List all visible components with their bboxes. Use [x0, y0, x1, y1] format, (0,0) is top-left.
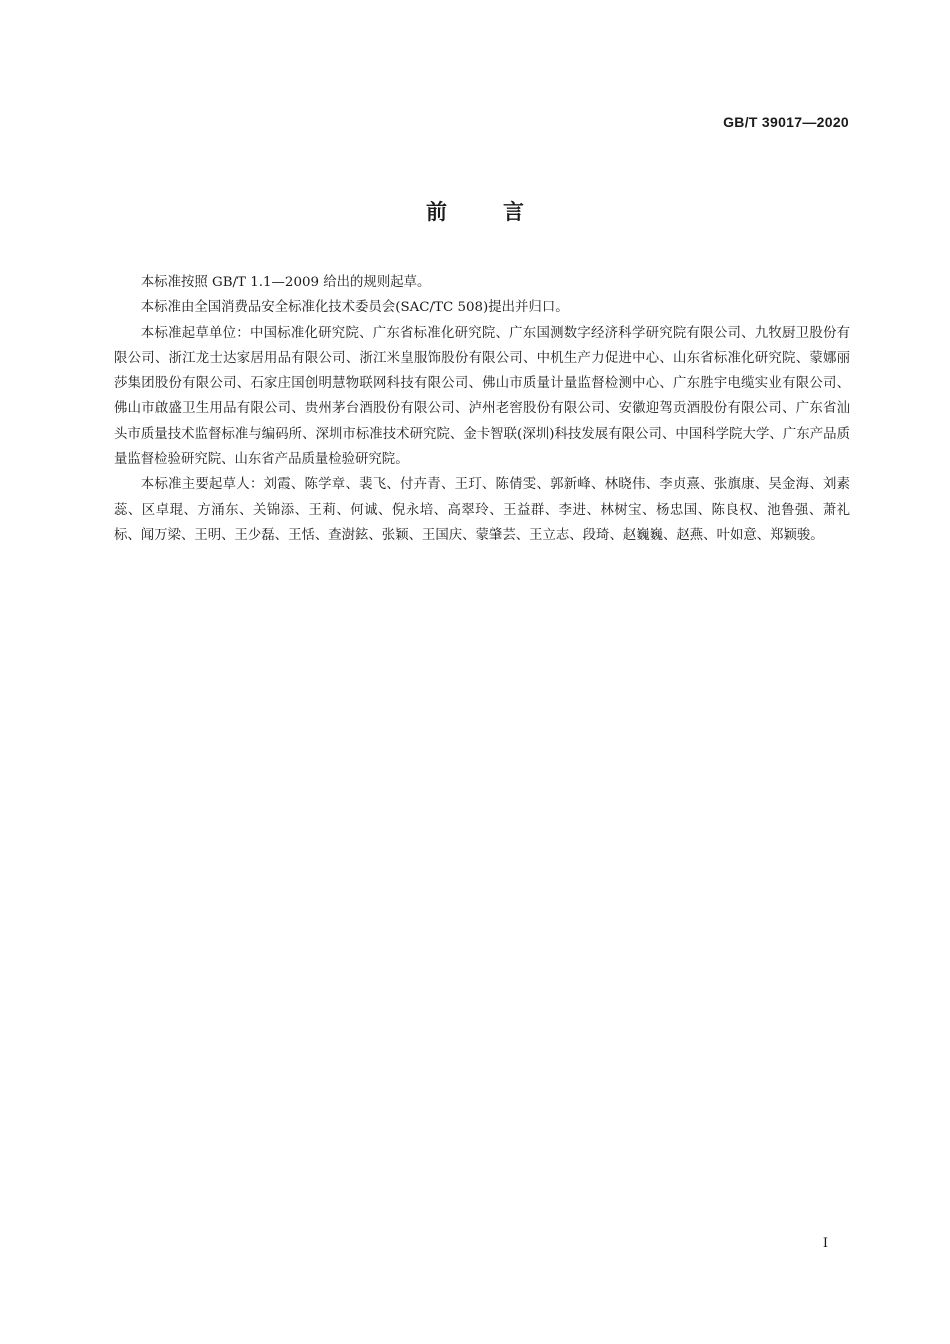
document-body	[114, 270, 850, 548]
page-title: 前言	[426, 200, 580, 224]
paragraph-main-drafters: 本标准主要起草人：刘霞、陈学章、裴飞、付卉青、王玎、陈倩雯、郭新峰、林晓伟、李贞熹、张旗康、吴金海、刘素蕊、区卓琨、方涌东、关锦添、王莉、何诚、倪永培、高翠玲、王益群、李进、林树宝、杨忠国、陈良权、池鲁强、萧礼标、闻万梁、王明、王少磊、王恬、查澍鉉、张颖、王国庆、蒙肇芸、王立志、段琦、赵巍巍、赵燕、叶如意、郑颖骏。	[114, 477, 850, 543]
paragraph-proposer: 本标准由全国消费品安全标准化技术委员会(SAC/TC 508)提出并归口。	[140, 300, 569, 316]
page-number: I	[822, 1236, 828, 1251]
standard-code: GB/T 39017—2020	[723, 114, 849, 130]
paragraph-drafting-units: 本标准起草单位：中国标准化研究院、广东省标准化研究院、广东国测数字经济科学研究院有限公司、九牧厨卫股份有限公司、浙江龙士达家居用品有限公司、浙江米皇服饰股份有限公司、中机生产力促进中心、山东省标准化研究院、蒙娜丽莎集团股份有限公司、石家庄国创明慧物联网科技有限公司、佛山市质量计量监督检测中心、广东胜宇电缆实业有限公司、佛山市啟盛卫生用品有限公司、贵州茅台酒股份有限公司、泸州老窖股份有限公司、安徽迎驾贡酒股份有限公司、广东省汕头市质量技术监督标准与编码所、深圳市标准技术研究院、金卡智联(深圳)科技发展有限公司、中国科学院大学、广东产品质量监督检验研究院、山东省产品质量检验研究院。	[114, 325, 850, 468]
paragraph-drafting-rules: 本标准按照 GB/T 1.1—2009 给出的规则起草。	[140, 275, 431, 290]
